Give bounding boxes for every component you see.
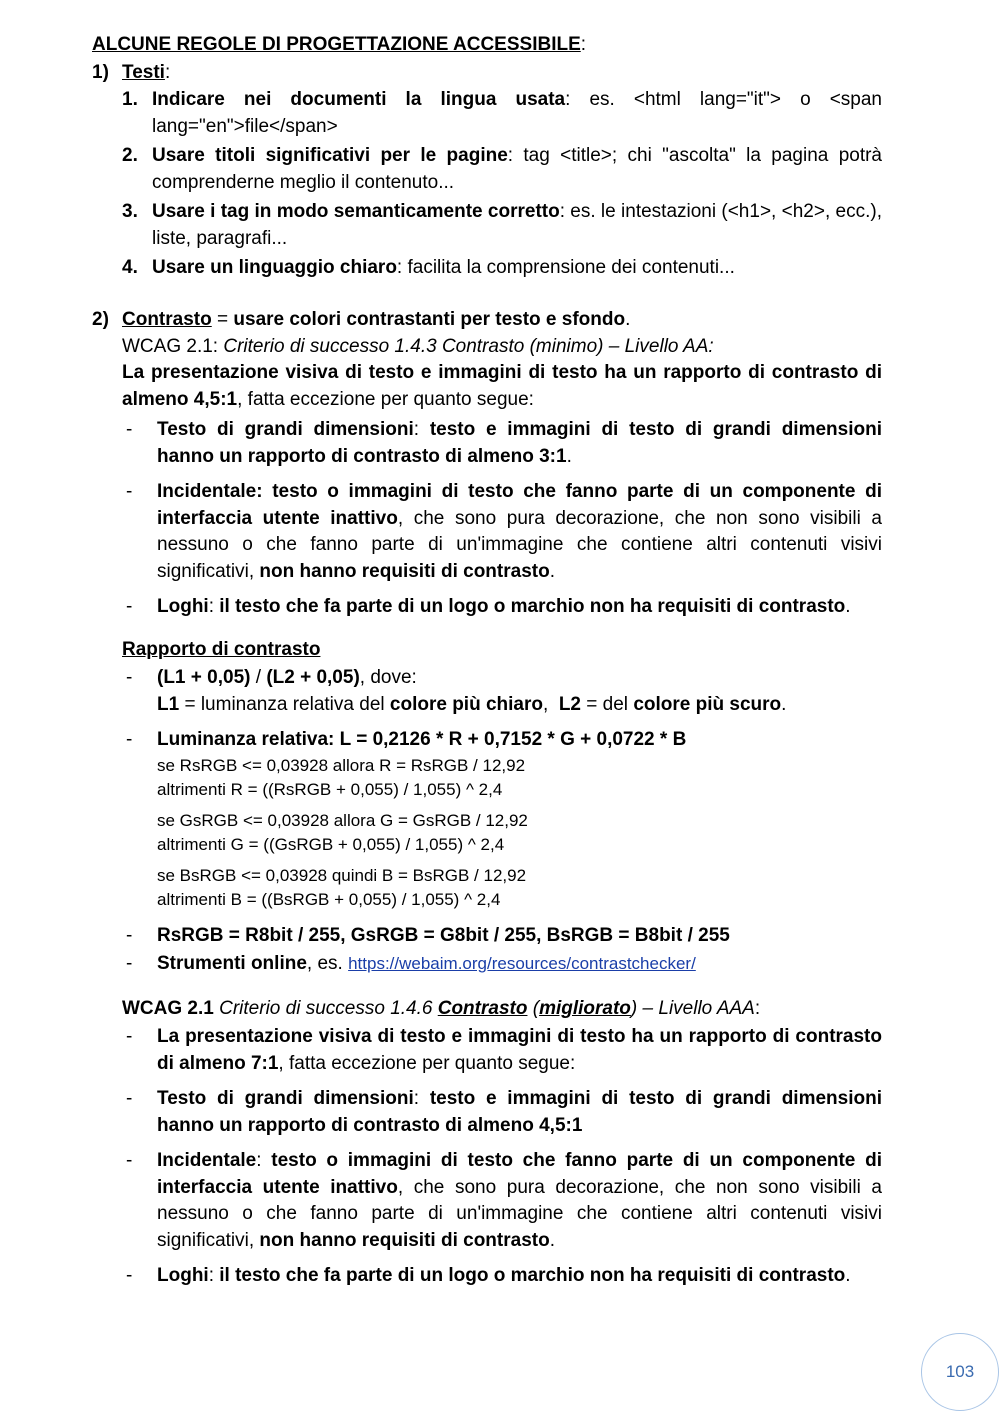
section-contrasto-heading: 2) Contrasto = usare colori contrastanti per testo e sfondo. <box>92 308 631 330</box>
testi-list <box>92 87 882 282</box>
list-item: 1. Indicare nei documenti la lingua usata: es. <html lang="it"> o <span lang="en">file</span> <box>122 89 882 137</box>
wcag-aa-paragraph: La presentazione visiva di testo e immagini di testo ha un rapporto di contrasto di almeno 4,5:1, fatta eccezione per quanto segue: <box>122 362 882 410</box>
list-item: - Testo di grandi dimensioni: testo e immagini di testo di grandi dimensioni hanno un rapporto di contrasto di almeno 4,5:1 <box>126 1088 882 1136</box>
list-item: - Luminanza relativa: L = 0,2126 * R + 0,7152 * G + 0,0722 * B se RsRGB <= 0,03928 allora R = RsRGB / 12,92 altrimenti R = ((RsRGB + 0,055) / 1,055) ^ 2,4 se GsRGB <= 0,03928 allora G = GsRGB / 12,92 altrimenti G = ((GsRGB + 0,055) / 1,055) ^ 2,4 se BsRGB <= 0,03928 quindi B = BsRGB / 12,92 altrimenti B = ((BsRGB + 0,055) / 1,055) ^ 2,4 <box>122 727 882 913</box>
list-item: 4. Usare un linguaggio chiaro: facilita la comprensione dei contenuti... <box>122 257 735 278</box>
list-item: 2. Usare titoli significativi per le pagine: tag <title>; chi "ascolta" la pagina potrà comprenderne meglio il contenuto... <box>122 145 882 193</box>
wcag-aa-caption: WCAG 2.1: Criterio di successo 1.4.3 Contrasto (minimo) – Livello AA: <box>122 335 714 357</box>
list-item: 3. Usare i tag in modo semanticamente corretto: es. le intestazioni (<h1>, <h2>, ecc.), liste, paragrafi... <box>122 201 882 249</box>
wcag-aaa-caption: WCAG 2.1 Criterio di successo 1.4.6 Contrasto (migliorato) – Livello AAA: <box>122 997 761 1019</box>
list-item: - Incidentale: testo o immagini di testo che fanno parte di un componente di interfaccia utente inattivo, che sono pura decorazione, che non sono visibili a nessuno o che fanno parte di un'immagine che contiene altri contenuti visivi significativi, non hanno requisiti di contrasto. <box>126 481 882 582</box>
list-item: - Loghi: il testo che fa parte di un logo o marchio non ha requisiti di contrasto. <box>126 1265 851 1286</box>
list-item: - (L1 + 0,05) / (L2 + 0,05), dove: L1 = luminanza relativa del colore più chiaro, L2 = del colore più scuro. <box>126 667 787 715</box>
ratio-heading: Rapporto di contrasto <box>122 638 321 660</box>
section-testi-heading: 1) Testi: <box>92 62 171 83</box>
luminance-formula-b: se BsRGB <= 0,03928 quindi B = BsRGB / 12,92 altrimenti B = ((BsRGB + 0,055) / 1,055) ^ 2,4 <box>157 865 527 909</box>
page-title: ALCUNE REGOLE DI PROGETTAZIONE ACCESSIBILE: <box>92 34 587 55</box>
list-item: - RsRGB = R8bit / 255, GsRGB = G8bit / 255, BsRGB = B8bit / 255 <box>126 924 730 946</box>
list-item: - Strumenti online, es. https://webaim.org/resources/contrastchecker/ <box>126 953 696 974</box>
list-item: - Loghi: il testo che fa parte di un logo o marchio non ha requisiti di contrasto. <box>126 596 851 617</box>
luminance-formula-r: se RsRGB <= 0,03928 allora R = RsRGB / 12,92 altrimenti R = ((RsRGB + 0,055) / 1,055) ^ 2,4 <box>157 755 526 799</box>
page-content <box>92 30 882 1290</box>
page-number: 103 <box>921 1333 999 1411</box>
contrast-checker-link[interactable]: https://webaim.org/resources/contrastchecker/ <box>348 954 696 973</box>
list-item: - Incidentale: testo o immagini di testo che fanno parte di un componente di interfaccia utente inattivo, che sono pura decorazione, che non sono visibili a nessuno o che fanno parte di un'immagine che contiene altri contenuti visivi significativi, non hanno requisiti di contrasto. <box>126 1150 882 1251</box>
luminance-formula-g: se GsRGB <= 0,03928 allora G = GsRGB / 12,92 altrimenti G = ((GsRGB + 0,055) / 1,055) ^ 2,4 <box>157 810 528 854</box>
list-item: - La presentazione visiva di testo e immagini di testo ha un rapporto di contrasto di almeno 7:1, fatta eccezione per quanto segue: <box>126 1026 882 1074</box>
list-item: - Testo di grandi dimensioni: testo e immagini di testo di grandi dimensioni hanno un rapporto di contrasto di almeno 3:1. <box>126 419 882 467</box>
